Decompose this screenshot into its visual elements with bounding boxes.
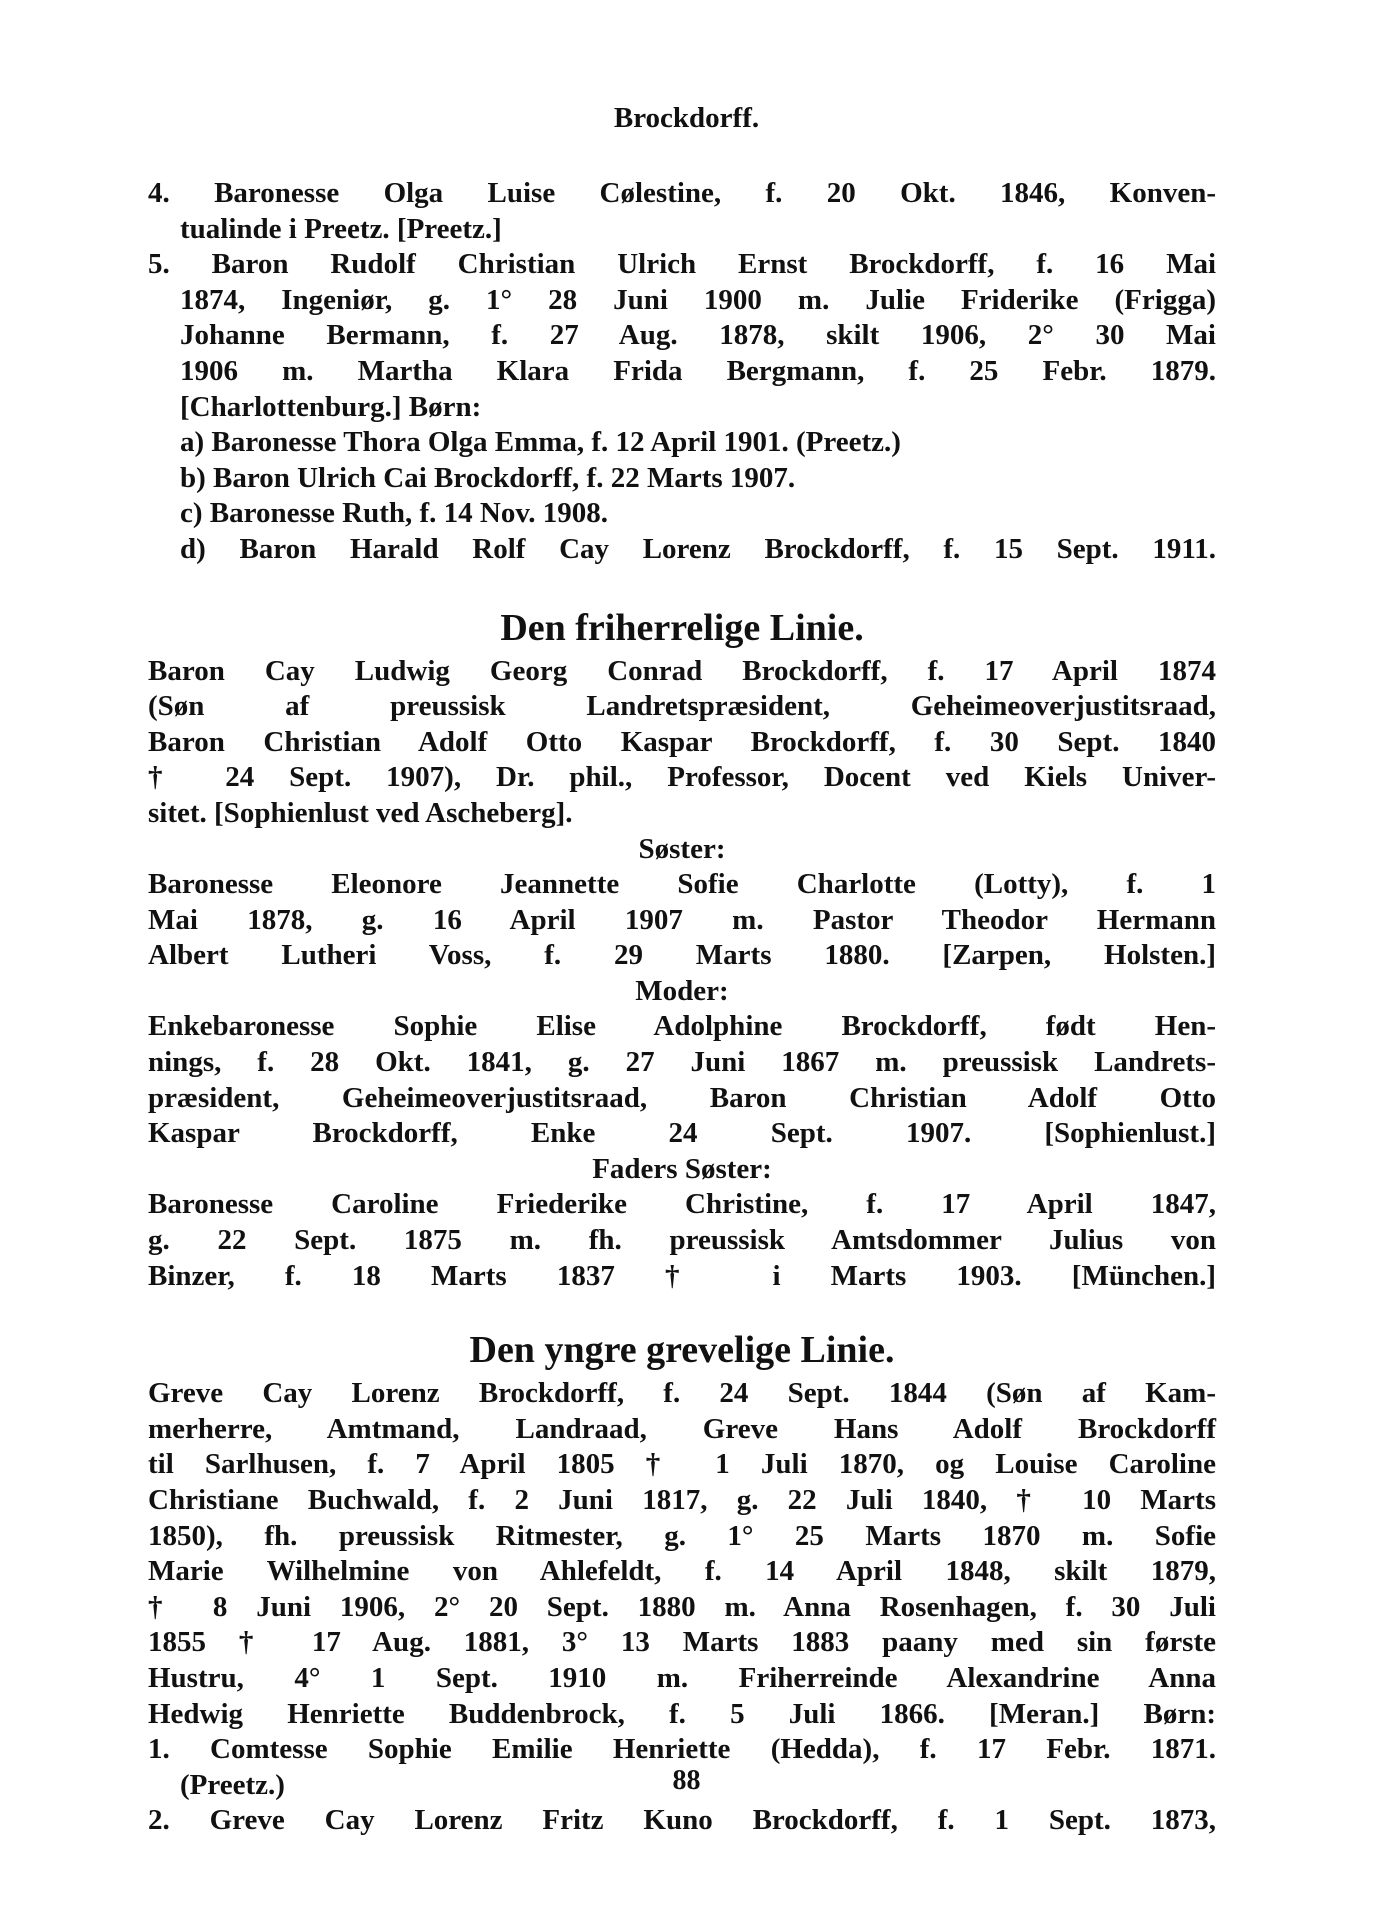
- text-line: Christiane Buchwald, f. 2 Juni 1817, g. 22 Juli 1840, † 10 Marts: [148, 1484, 1216, 1516]
- child-line: a) Baronesse Thora Olga Emma, f. 12 April 1901. (Preetz.): [180, 426, 901, 459]
- running-head: Brockdorff.: [613, 102, 760, 134]
- child-line: (Preetz.): [180, 1768, 285, 1801]
- text-line: Albert Lutheri Voss, f. 29 Marts 1880. [Zarpen, Holsten.]: [148, 939, 1216, 972]
- section-heading-friherrelige: Den friherrelige Linie.: [500, 606, 864, 649]
- text-line: 1874, Ingeniør, g. 1° 28 Juni 1900 m. Julie Friderike (Frigga): [180, 283, 1216, 316]
- text-line: Baronesse Eleonore Jeannette Sofie Charlotte (Lotty), f. 1: [148, 868, 1216, 901]
- text-line: 4. Baronesse Olga Luise Cølestine, f. 20 Okt. 1846, Konven-: [148, 177, 1216, 209]
- text-line: g. 22 Sept. 1875 m. fh. preussisk Amtsdommer Julius von: [148, 1224, 1216, 1257]
- text-line: [Charlottenburg.] Børn:: [180, 390, 482, 423]
- child-line: 2. Greve Cay Lorenz Fritz Kuno Brockdorff, f. 1 Sept. 1873,: [148, 1804, 1216, 1837]
- text-line: (Søn af preussisk Landretspræsident, Geheimeoverjustitsraad,: [148, 690, 1216, 723]
- text-line: † 24 Sept. 1907), Dr. phil., Professor, Docent ved Kiels Univer-: [148, 761, 1216, 794]
- text-line: 1906 m. Martha Klara Frida Bergmann, f. 25 Febr. 1879.: [180, 354, 1216, 387]
- text-line: Baronesse Caroline Friederike Christine, f. 17 April 1847,: [148, 1188, 1216, 1221]
- subheading-mother: Moder:: [635, 974, 729, 1007]
- entry-4: [148, 176, 1216, 247]
- text-line: † 8 Juni 1906, 2° 20 Sept. 1880 m. Anna Rosenhagen, f. 30 Juli: [148, 1590, 1216, 1623]
- entry-5: [148, 247, 1216, 567]
- subheading-aunt: Faders Søster:: [592, 1152, 772, 1185]
- text-line: til Sarlhusen, f. 7 April 1805 † 1 Juli 1870, og Louise Caroline: [148, 1448, 1216, 1481]
- text-line: sitet. [Sophienlust ved Ascheberg].: [148, 796, 573, 829]
- child-line: d) Baron Harald Rolf Cay Lorenz Brockdorff, f. 15 Sept. 1911.: [180, 532, 1216, 565]
- child-line: b) Baron Ulrich Cai Brockdorff, f. 22 Marts 1907.: [180, 461, 796, 494]
- text-line: Enkebaronesse Sophie Elise Adolphine Brockdorff, født Hen-: [148, 1010, 1216, 1043]
- text-line: præsident, Geheimeoverjustitsraad, Baron Christian Adolf Otto: [148, 1081, 1216, 1114]
- text-line: Hustru, 4° 1 Sept. 1910 m. Friherreinde Alexandrine Anna: [148, 1661, 1216, 1694]
- text-line: merherre, Amtmand, Landraad, Greve Hans Adolf Brockdorff: [148, 1412, 1216, 1445]
- child-line: 1. Comtesse Sophie Emilie Henriette (Hedda), f. 17 Febr. 1871.: [148, 1733, 1216, 1766]
- text-line: Binzer, f. 18 Marts 1837 † i Marts 1903. [München.]: [148, 1259, 1216, 1292]
- text-line: Hedwig Henriette Buddenbrock, f. 5 Juli 1866. [Meran.] Børn:: [148, 1697, 1216, 1730]
- text-line: nings, f. 28 Okt. 1841, g. 27 Juni 1867 m. preussisk Landrets-: [148, 1046, 1216, 1079]
- section-heading-grevelige: Den yngre grevelige Linie.: [469, 1329, 895, 1372]
- text-line: Greve Cay Lorenz Brockdorff, f. 24 Sept. 1844 (Søn af Kam-: [148, 1377, 1216, 1410]
- text-line: Kaspar Brockdorff, Enke 24 Sept. 1907. [Sophienlust.]: [148, 1117, 1216, 1150]
- subheading-sister: Søster:: [638, 832, 726, 865]
- text-line: Baron Cay Ludwig Georg Conrad Brockdorff, f. 17 April 1874: [148, 654, 1216, 687]
- text-line: 5. Baron Rudolf Christian Ulrich Ernst Brockdorff, f. 16 Mai: [148, 248, 1216, 281]
- page-number: 88: [672, 1765, 701, 1796]
- text-line: 1855 † 17 Aug. 1881, 3° 13 Marts 1883 paany med sin første: [148, 1626, 1216, 1659]
- text-line: Mai 1878, g. 16 April 1907 m. Pastor Theodor Hermann: [148, 903, 1216, 936]
- text-line: Johanne Bermann, f. 27 Aug. 1878, skilt 1906, 2° 30 Mai: [180, 319, 1216, 352]
- page-body: [148, 176, 1216, 1839]
- child-line: c) Baronesse Ruth, f. 14 Nov. 1908.: [180, 497, 609, 530]
- text-line: Marie Wilhelmine von Ahlefeldt, f. 14 April 1848, skilt 1879,: [148, 1555, 1216, 1588]
- text-line: Baron Christian Adolf Otto Kaspar Brockdorff, f. 30 Sept. 1840: [148, 725, 1216, 758]
- text-line: tualinde i Preetz. [Preetz.]: [180, 212, 502, 245]
- text-line: 1850), fh. preussisk Ritmester, g. 1° 25 Marts 1870 m. Sofie: [148, 1519, 1216, 1552]
- section-friherrelige: [148, 654, 1216, 1295]
